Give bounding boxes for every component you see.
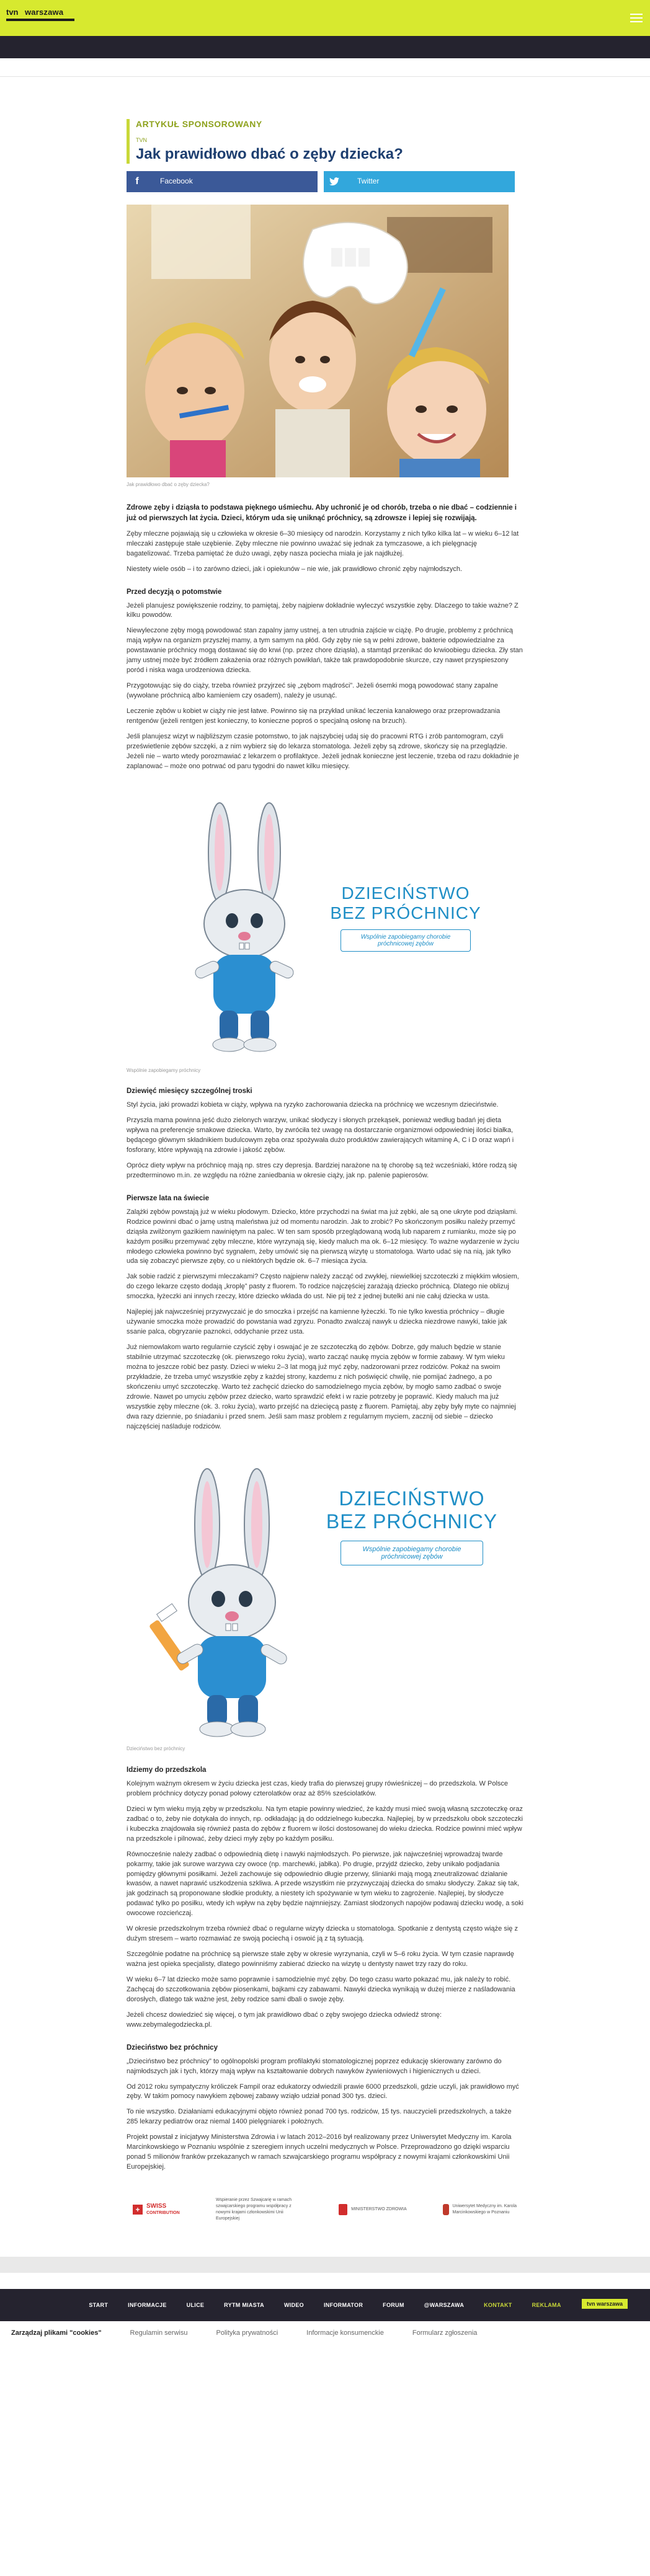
section-2-title: Dziewięć miesięcy szczególnej troski [127, 1087, 252, 1095]
site-footer [0, 2228, 650, 2346]
section-3-paragraph: Już niemowlakom warto regularnie czyścić zęby i oswajać je ze szczoteczką do zębów. Dobrze, gdy maluch będzie w stanie stabilnie utrzymać szczoteczkę (ok. pierwszego roku życia), warto zacząć naukę mycia zębów w formie zabawy. W tym wieku można to jeszcze robić bez pasty. Dzieci w wieku 2–3 lat mogą już myć zęby, nadzorowani przez rodziców. Pokaż na swoim przykładzie, że trzeba umyć wszystkie zęby z każdej strony, kazdemu z nich poświęcić chwilę, nie pomijać żadnego, a po skończeniu umyć szczoteczkę. Warto też zachęcić dziecko do samodzielnego mycia zębów, by mogło samo zadbać o swoje zdrowie. Nawet po umyciu zębów przez dziecko, warto sprawdzić efekt i w razie potrzeby je poprawić. Kiedy maluch ma już wszystkie zęby mleczne (ok. 3. roku życia), warto przejść na dziecięcą pastę z fluorem. Pamiętaj, aby zęby były myte co najmniej dwa razy dziennie, po śniadaniu i przed snem. Jeśli sam masz problem z regularnym myciem, zacznij od siebie – dziecko najczęściej naśladuje rodziców. [127, 1343, 516, 1430]
partner-logos [127, 2191, 523, 2228]
logo-mark: tvn [6, 7, 19, 17]
sponsor-block [127, 119, 523, 164]
intro-paragraph-1: Zęby mleczne pojawiają się u człowieka w okresie 6–30 miesięcy od narodzin. Korzystamy z nich tylko kilka lat – w wieku 6–12 lat mleczaki zastępuje stałe uzębienie. Zęby mleczne nie powinno uważać się jednak za tymczasowe, a ich pielęgnację bagatelizować. Trzeba pamiętać że dużo uwagi, zęby nasza pociecha miała je jak najdłużej. [127, 529, 519, 557]
footer-nav-warszawa[interactable]: @WARSZAWA [424, 2302, 465, 2309]
swiss-contribution-logo [133, 2203, 180, 2216]
sponsor-tag[interactable]: TVN [136, 137, 147, 143]
section-5-paragraph: Projekt powstał z inicjatywy Ministerstwa Zdrowia i w latach 2012–2016 był realizowany przez Uniwersytet Medyczny im. Karola Marcinkowskiego w Poznaniu wspólnie z szeregiem innych uczelni medycznych w Polsce. Przeprowadzono go dzięki wsparciu ponad 5 milionów franków przekazanych w ramach szwajcarskiego programu współpracy z nowymi krajami członkowskimi Unii Europejskiej. [127, 2133, 512, 2171]
section-1-paragraph: Leczenie zębów u kobiet w ciąży nie jest łatwe. Powinno się na przykład unikać leczenia kanałowego oraz przeprowadzania rentgenów (jeżeli rentgen jest konieczny, to konieczne poproś o specjalną osłonę na brzuch). [127, 707, 501, 725]
section-1-paragraph: Jeżeli planujesz powiększenie rodziny, to pamiętaj, żeby najpierw dokładnie wyleczyć wszystkie zęby. Dlaczego to takie ważne? Z kilku powodów. [127, 601, 519, 619]
sponsor-label: ARTYKUŁ SPONSOROWANY [136, 119, 262, 129]
promo-1-title-1: DZIECIŃSTWO [341, 883, 470, 903]
section-5-paragraph: To nie wszystko. Działaniami edukacyjnymi objęto również ponad 700 tys. rodziców, 15 tys. nauczycieli przedszkolnych, a także 285 lekarzy pediatrów oraz niemal 1400 pielęgniarek i położnych. [127, 2108, 512, 2126]
section-1-paragraph: Jeśli planujesz wizyt w najbliższym czasie potomstwo, to jak najszybciej udaj się do pracowni RTG i zrób pantomogram, czyli prześwietlenie zębów szczęki, a z nim wybierz się do lekarza stomatologa. Jeżeli zęby są zdrowe, skończy się na przeglądzie. Jeżeli nie – warto wtedy porozmawiać z lekarzem o profilaktyce. Jeżeli jednak konieczne jest leczenie, trzeba od razu dokładnie je zaplanować – może ono potrwać od paru tygodni do nawet kilku miesięcy. [127, 732, 519, 770]
hero-caption: Jak prawidłowo dbać o zęby dziecka? [127, 481, 210, 487]
facebook-share-button[interactable] [127, 171, 318, 192]
section-1-title: Przed decyzją o potomstwie [127, 588, 222, 596]
facebook-share-label: Facebook [160, 177, 193, 186]
section-4-paragraph: Szczególnie podatne na próchnicę są pierwsze stałe zęby w okresie wyrzynania, czyli w 5–6 roku życia. W tym czasie naprawdę ważna jest opieka specjalisty, dlatego powinniśmy zabierać dziecko na wizytę u dentysty nawet trzy razy do roku. [127, 1950, 514, 1968]
section-1-paragraph: Przygotowując się do ciąży, trzeba również przyjrzeć się „zębom mądrości”. Jeżeli ósemki mogą powodować stany zapalne (wywołane próchnicą albo kamieniem czy osadem), należy je usunąć. [127, 682, 498, 700]
logo-underline [6, 19, 74, 21]
section-5-paragraph: Od 2012 roku sympatyczny króliczek Fampil oraz edukatorzy odwiedzili prawie 6000 przedszkoli, gdzie uczyli, jak prawidłowo myć zęby. W takim pomocy nawykiem zębowej zabawy wziąło udział ponad 300 tys. dzieci. [127, 2082, 519, 2100]
site-header [0, 0, 650, 77]
promo-graphic-2 [127, 1450, 509, 1742]
footer-links [0, 2321, 650, 2346]
section-4-paragraph: Kolejnym ważnym okresem w życiu dziecka jest czas, kiedy trafia do pierwszej grupy rówieśniczej – do przedszkola. W Polsce problem próchnicy dotyczy ponad połowy czterolatków oraz aż 85% sześciolatków. [127, 1780, 509, 1797]
site-logo[interactable] [6, 7, 81, 27]
sub-header-line [0, 58, 650, 77]
section-2-paragraph: Oprócz diety wpływ na próchnicę mają np. stres czy depresja. Bardziej narażone na tę chorobę są też wcześniaki, które rodzą się przedterminowo m.in. ze względu na różne zaniedbania w okresie ciąży, jak np. palenie papierosów. [127, 1161, 517, 1179]
footer-nav-kontakt[interactable]: KONTAKT [484, 2302, 512, 2309]
section-2-paragraph: Styl życia, jaki prowadzi kobieta w ciąży, wpływa na ryzyko zachorowania dziecka na próchnicę we wczesnym dzieciństwie. [127, 1101, 499, 1109]
ministry-of-health-logo [339, 2204, 406, 2215]
terms-link[interactable]: Regulamin serwisu [130, 2329, 188, 2337]
section-2-paragraph: Przyszła mama powinna jeść dużo zielonych warzyw, unikać słodyczy i słonych przekąsek, ponieważ według badań jej dieta wpływa na preferencje smakowe dziecka. Warto, by zwróciła też uwagę na dostarczanie organizmowi odpowiedniej ilości białka, będącego głównym składnikiem budulcowym zęba oraz spożywała dużo produktów zawierających witaminę A, C i D oraz wapń i fosforany, które wpływają na zdrowie i jakość zębów. [127, 1117, 514, 1154]
section-4-paragraph[interactable]: Jeżeli chcesz dowiedzieć się więcej, o tym jak prawidłowo dbać o zęby swojego dziecka odwiedź stronę: www.zebymalegodziecka.pl. [127, 2011, 442, 2029]
facebook-icon: f [135, 175, 139, 187]
consumer-info-link[interactable]: Informacje konsumenckie [306, 2329, 384, 2337]
section-5-paragraph: „Dzieciństwo bez próchnicy” to ogólnopolski program profilaktyki stomatologicznej poprzez edukację skierowany zarówno do najmłodszych jak i tych, którzy mają wpływ na kształtowanie dobrych nawyków żywieniowych i higienicznych u dzieci. [127, 2057, 502, 2075]
section-3-paragraph: Jak sobie radzić z pierwszymi mleczakami? Często najpierw należy zacząć od zwykłej, niewielkiej szczoteczki z miękkim włosiem, do czego lekarze często dodają „kroplę” pasty z fluorem. To rodzice najczęściej zarażają dziecko próchnicą. Dlatego nie oblizuj smoczka, łyżeczki ani innych rzeczy, które dziecko wkłada do ust. Nie pij też z jednej butelki ani nie całuj dziecka w usta. [127, 1273, 519, 1301]
footer-strip [0, 2257, 650, 2273]
section-3-paragraph: Najlepiej jak najwcześniej przyzwyczaić je do smoczka i przejść na kamienne łyżeczki. To nie tylko kwestia próchnicy – długie używanie smoczka może prowadzić do powstania wad zgryzu. Ponadto zwalczaj nawyk u dziecka niezdrowe nawyki, takie jak ssanie palca, obgryzanie paznokci, oddychanie przez usta. [127, 1308, 507, 1336]
promo-2-subtitle: Wspólnie zapobiegamy chorobie próchnicowej zębów [341, 1541, 483, 1565]
footer-nav-reklama[interactable]: REKLAMA [532, 2302, 561, 2309]
promo-2-caption: Dzieciństwo bez próchnicy [127, 1746, 185, 1752]
intro-paragraph-2: Niestety wiele osób – i to zarówno dzieci, jak i opiekunów – nie wie, jak prawidłowo chronić zęby najmłodszych. [127, 565, 463, 573]
twitter-share-button[interactable] [324, 171, 515, 192]
section-4-paragraph: W okresie przedszkolnym trzeba również dbać o regularne wizyty dziecka u stomatologa. Spotkanie z dentystą często wiąże się z dużym stresem – warto rozmawiać ze swoją pociechą i oswoić ją z tą sytuacją. [127, 1925, 518, 1943]
section-5-title: Dzieciństwo bez próchnicy [127, 2043, 218, 2052]
promo-1-title-2: BEZ PRÓCHNICY [330, 903, 481, 923]
footer-nav-forum[interactable]: FORUM [383, 2302, 404, 2309]
privacy-link[interactable]: Polityka prywatności [216, 2329, 278, 2337]
partner-note-text: Wspieranie przez Szwajcarię w ramach szwajcarskiego programu współpracy z nowymi krajami członkowskimi Unii Europejskiej [215, 2197, 292, 2221]
top-bar [0, 0, 650, 36]
promo-1-brand [325, 883, 486, 952]
footer-navigation [0, 2289, 650, 2321]
cookies-settings-link[interactable]: Zarządzaj plikami "cookies" [11, 2329, 102, 2337]
promo-1-subtitle: Wspólnie zapobiegamy chorobie próchnicowej zębów [341, 929, 471, 952]
section-4-paragraph: Równocześnie należy zadbać o odpowiednią dietę i nawyki najmłodszych. Po pierwsze, jak najwcześniej wprowadzaj twarde pokarmy, takie jak surowe warzywa czy owoce (np. marchewki, jabłka). Po drugie, przyjdź dziecko, żeby unikało podjadania pomiędzy głównymi posiłkami. Jeżeli zachowuje się odpowiednio długie przerwy, ślinianki mają mogą zneutralizować działanie kwasów, a nawet naprawić uszkodzenia szkliwa. A przede wszystkim nie przyzwyczajaj dziecka do smaku słodyczy. Zakaz się tak, jak godzinach są proponowane słodkie produkty, a niestety ich spożywanie w tym wieku to zagrożenie. Najlepiej, by słodycze podawać tylko po posiłku, wtedy ich wpływ na zęby będzie najmniejszy. Zamiast słodzonych napojów podawaj dziecku wodę, a soki owocowe rozcieńczaj. [127, 1850, 523, 1918]
article [127, 77, 523, 2228]
footer-nav-informator[interactable]: INFORMATOR [323, 2302, 363, 2309]
partner-sub: MINISTERSTWO ZDROWIA [351, 2206, 407, 2211]
hero-image [127, 205, 509, 477]
article-lead: Zdrowe zęby i dziąsła to podstawa pięknego uśmiechu. Aby uchronić je od chorób, trzeba o nie dbać – codziennie i już od pierwszych lat życia. Dzieci, którym uda się uniknąć próchnicy, są zdrowsze i lepiej się rozwijają. [127, 504, 517, 523]
nav-strip [0, 36, 650, 58]
footer-nav-informacje[interactable]: INFORMACJE [128, 2302, 167, 2309]
hero-illustration [127, 205, 509, 477]
promo-1-caption: Wspólnie zapobiegamy próchnicy [127, 1067, 201, 1073]
section-4-title: Idziemy do przedszkola [127, 1766, 207, 1774]
partner-sub: Uniwersytet Medyczny im. Karola Marcinkowskiego w Poznaniu [452, 2203, 517, 2215]
share-row [127, 171, 523, 192]
section-3-paragraph: Zalążki zębów powstają już w wieku płodowym. Dziecko, które przychodzi na świat ma już zębki, ale są one ukryte pod dziąsłami. Rodzice powinni dbać o jamę ustną maleństwa już od momentu narodzin. Jak to zrobić? Po skończonym posiłku należy przemyć dziąsła zwilżonym gazikiem nawiniętym na palec. W ten sam sposób przeglądowaną wodą lub naparem z rumianku, może się po każdym posiłku przemywać zęby mleczne, które wyrzynają się, kiedy maluch ma ok. 6–12 miesięcy. To ważne wydarzenie w życiu młodego człowieka powinno być sygnałem, żeby umówić się na pierwszą wizytę u stomatologa. Warto udać się na nią, jak tylko uda się zobaczyć pierwsze zęby, co u niektórych będzie ok. 6–7 miesiąca życia. [127, 1208, 519, 1265]
footer-nav-ulice[interactable]: ULICE [186, 2302, 205, 2309]
report-form-link[interactable]: Formularz zgłoszenia [412, 2329, 478, 2337]
section-1-paragraph: Niewyleczone zęby mogą powodować stan zapalny jamy ustnej, a ten utrudnia zajście w ciążę. Po drugie, problemy z próchnicą mają wpływ na organizm przyszłej mamy, a tym samym na płód. Gdy zęby nie są w pełni zdrowe, bakterie odpowiedzialne za powstawanie próchnicy mogą dostawać się do krwi (np. przez chore dziąsła), a stamtąd przenikać do krwioobiegu dziecka. Zły stan jamy ustnej może być źródłem zakażenia oraz różnych powikłań, także tak prawdopodobnie skurcze, czy nawet przyspieszony poród i niska waga urodzeniowa dziecka. [127, 627, 523, 675]
footer-nav-wideo[interactable]: WIDEO [283, 2302, 304, 2309]
university-emblem-icon [443, 2204, 449, 2215]
section-3-title: Pierwsze lata na świecie [127, 1194, 209, 1202]
footer-nav-start[interactable]: START [89, 2302, 109, 2309]
eagle-emblem-icon [339, 2204, 347, 2215]
promo-2-title-1: DZIECIŃSTWO [339, 1487, 485, 1510]
partner-name: SWISS [146, 2202, 167, 2210]
promo-2-brand [325, 1487, 499, 1565]
promo-graphic-1 [127, 790, 509, 1063]
footer-nav-rytm-miasta[interactable]: RYTM MIASTA [224, 2302, 264, 2309]
logo-city: warszawa [25, 7, 64, 17]
section-4-paragraph: W wieku 6–7 lat dziecko może samo poprawnie i samodzielnie myć zęby. Do tego czasu warto pokazać mu, jak należy to robić. Zachęcaj do szczotkowania zębów piosenkami, bajkami czy zabawami. Nawyki dziecka wynikają w dużej mierze z naśladowania dorosłych, dlatego tak ważne jest, żeby rodzice sami dbali o swoje zęby. [127, 1975, 515, 2003]
swiss-cross-icon: + [133, 2205, 143, 2215]
article-title: Jak prawidłowo dbać o zęby dziecka? [136, 146, 403, 163]
partner-note [216, 2197, 303, 2223]
twitter-icon [324, 171, 345, 192]
partner-sub: CONTRIBUTION [146, 2211, 180, 2216]
university-logo [443, 2203, 517, 2216]
promo-2-title-2: BEZ PRÓCHNICY [326, 1510, 498, 1533]
menu-icon[interactable] [630, 14, 643, 24]
footer-logo[interactable]: tvn warszawa [582, 2299, 628, 2309]
twitter-share-label: Twitter [357, 177, 380, 186]
section-4-paragraph: Dzieci w tym wieku myją zęby w przedszkolu. Na tym etapie powinny wiedzieć, że każdy musi mieć swoją własną szczoteczkę oraz zadbać o to, żeby nie dotykała do innych, np. odkładając ją do oddzielnego kubeczka. Najlepiej, by w przedszkolu obok szczoteczki i kubeczka znajdowała się również pasta do zębów z fluorem w ilości dostosowanej do wieku dziecka. Rodzice powinni mieć wpływ na przedszkole i pilnować, żeby dzieci myły zęby po każdym posiłku. [127, 1805, 523, 1843]
